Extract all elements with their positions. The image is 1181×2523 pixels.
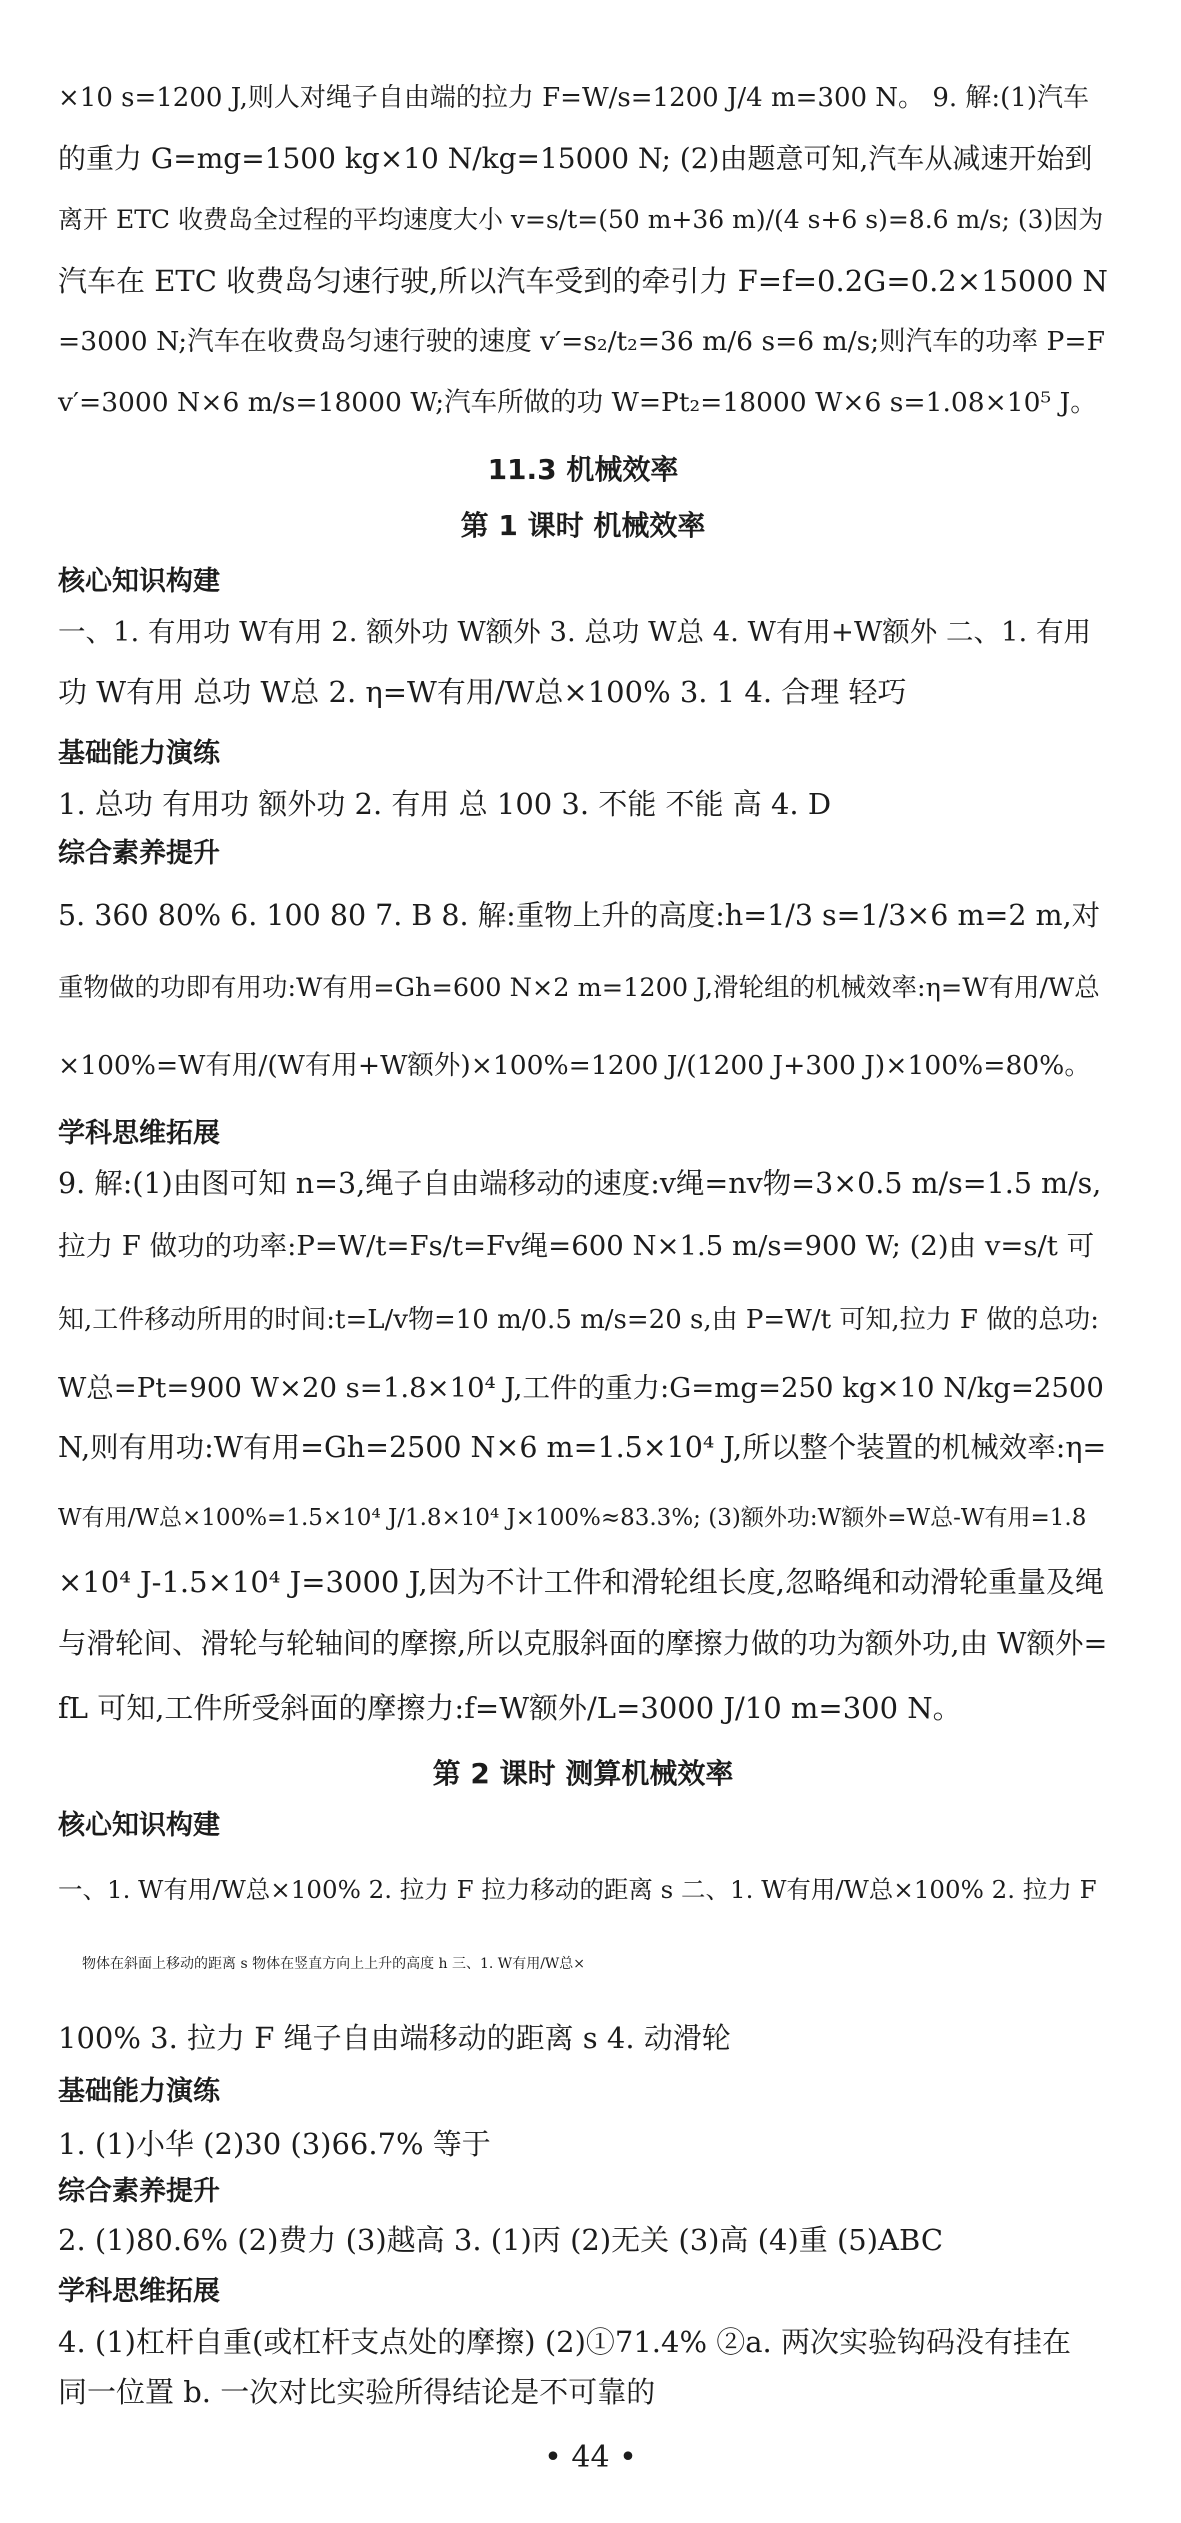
answer-line: 5. 360 80% 6. 100 80 7. B 8. 解:重物上升的高度:h=1/3 s=1/3×6 m=2 m,对 bbox=[58, 899, 1101, 932]
answer-line: 拉力 F 做功的功率:P=W/t=Fs/t=Fv绳=600 N×1.5 m/s=900 W; (2)由 v=s/t 可 bbox=[58, 1230, 1095, 1262]
answer-line: 重物做的功即有用功:W有用=Gh=600 N×2 m=1200 J,滑轮组的机械效率:η=W有用/W总 bbox=[58, 973, 1100, 1003]
subsection-heading: 学科思维拓展 bbox=[58, 2276, 220, 2307]
text-line: v′=3000 N×6 m/s=18000 W;汽车所做的功 W=Pt₂=18000 W×6 s=1.08×10⁵ J。 bbox=[58, 387, 1097, 418]
text-line: 的重力 G=mg=1500 kg×10 N/kg=15000 N; (2)由题意可知,汽车从减速开始到 bbox=[58, 142, 1093, 175]
answer-line: 9. 解:(1)由图可知 n=3,绳子自由端移动的速度:v绳=nv物=3×0.5 m/s=1.5 m/s, bbox=[58, 1167, 1102, 1200]
answer-line: 1. 总功 有用功 额外功 2. 有用 总 100 3. 不能 不能 高 4. D bbox=[58, 787, 832, 821]
answer-line: 100% 3. 拉力 F 绳子自由端移动的距离 s 4. 动滑轮 bbox=[58, 2021, 731, 2055]
answer-line: 物体在斜面上移动的距离 s 物体在竖直方向上上升的高度 h 三、1. W有用/W总× bbox=[82, 1956, 586, 1972]
subsection-heading: 学科思维拓展 bbox=[58, 1118, 220, 1149]
answer-line: 一、1. 有用功 W有用 2. 额外功 W额外 3. 总功 W总 4. W有用+W额外 二、1. 有用 bbox=[58, 616, 1091, 648]
subsection-heading: 综合素养提升 bbox=[58, 838, 220, 869]
answer-line: W总=Pt=900 W×20 s=1.8×10⁴ J,工件的重力:G=mg=250 kg×10 N/kg=2500 bbox=[58, 1372, 1104, 1404]
text-line: ×10 s=1200 J,则人对绳子自由端的拉力 F=W/s=1200 J/4 m=300 N。 9. 解:(1)汽车 bbox=[58, 83, 1089, 113]
subsection-heading: 综合素养提升 bbox=[58, 2176, 220, 2207]
answer-line: fL 可知,工件所受斜面的摩擦力:f=W额外/L=3000 J/10 m=300 N。 bbox=[58, 1691, 962, 1725]
text-line: =3000 N;汽车在收费岛匀速行驶的速度 v′=s₂/t₂=36 m/6 s=6 m/s;则汽车的功率 P=F bbox=[58, 326, 1105, 357]
subsection-heading: 基础能力演练 bbox=[58, 738, 220, 769]
answer-line: 4. (1)杠杆自重(或杠杆支点处的摩擦) (2)①71.4% ②a. 两次实验钩码没有挂在 bbox=[58, 2325, 1071, 2359]
lesson-title: 第 1 课时 机械效率 bbox=[460, 509, 706, 542]
answer-line: 同一位置 b. 一次对比实验所得结论是不可靠的 bbox=[58, 2375, 656, 2409]
text-line: 汽车在 ETC 收费岛匀速行驶,所以汽车受到的牵引力 F=f=0.2G=0.2×15000 N bbox=[58, 264, 1108, 298]
page-number: • 44 • bbox=[544, 2440, 637, 2475]
section-title: 11.3 机械效率 bbox=[487, 453, 679, 486]
answer-line: N,则有用功:W有用=Gh=2500 N×6 m=1.5×10⁴ J,所以整个装置的机械效率:η= bbox=[58, 1431, 1107, 1464]
subsection-heading: 核心知识构建 bbox=[58, 566, 220, 597]
answer-line: ×10⁴ J-1.5×10⁴ J=3000 J,因为不计工件和滑轮组长度,忽略绳和动滑轮重量及绳 bbox=[58, 1565, 1104, 1599]
text-line: 离开 ETC 收费岛全过程的平均速度大小 v=s/t=(50 m+36 m)/(4 s+6 s)=8.6 m/s; (3)因为 bbox=[58, 205, 1104, 234]
lesson-title: 第 2 课时 测算机械效率 bbox=[432, 1757, 734, 1790]
answer-line: ×100%=W有用/(W有用+W额外)×100%=1200 J/(1200 J+300 J)×100%=80%。 bbox=[58, 1050, 1091, 1081]
answer-line: 知,工件移动所用的时间:t=L/v物=10 m/0.5 m/s=20 s,由 P=W/t 可知,拉力 F 做的总功: bbox=[58, 1305, 1099, 1335]
subsection-heading: 基础能力演练 bbox=[58, 2076, 220, 2107]
answer-line: 1. (1)小华 (2)30 (3)66.7% 等于 bbox=[58, 2127, 491, 2161]
subsection-heading: 核心知识构建 bbox=[58, 1810, 220, 1841]
answer-line: 功 W有用 总功 W总 2. η=W有用/W总×100% 3. 1 4. 合理 轻巧 bbox=[58, 675, 907, 709]
answer-line: 与滑轮间、滑轮与轮轴间的摩擦,所以克服斜面的摩擦力做的功为额外功,由 W额外= bbox=[58, 1627, 1108, 1660]
answer-line: 一、1. W有用/W总×100% 2. 拉力 F 拉力移动的距离 s 二、1. W有用/W总×100% 2. 拉力 F bbox=[58, 1875, 1097, 1904]
answer-line: 2. (1)80.6% (2)费力 (3)越高 3. (1)丙 (2)无关 (3)高 (4)重 (5)ABC bbox=[58, 2223, 944, 2257]
answer-line: W有用/W总×100%=1.5×10⁴ J/1.8×10⁴ J×100%≈83.3%; (3)额外功:W额外=W总-W有用=1.8 bbox=[58, 1505, 1087, 1531]
